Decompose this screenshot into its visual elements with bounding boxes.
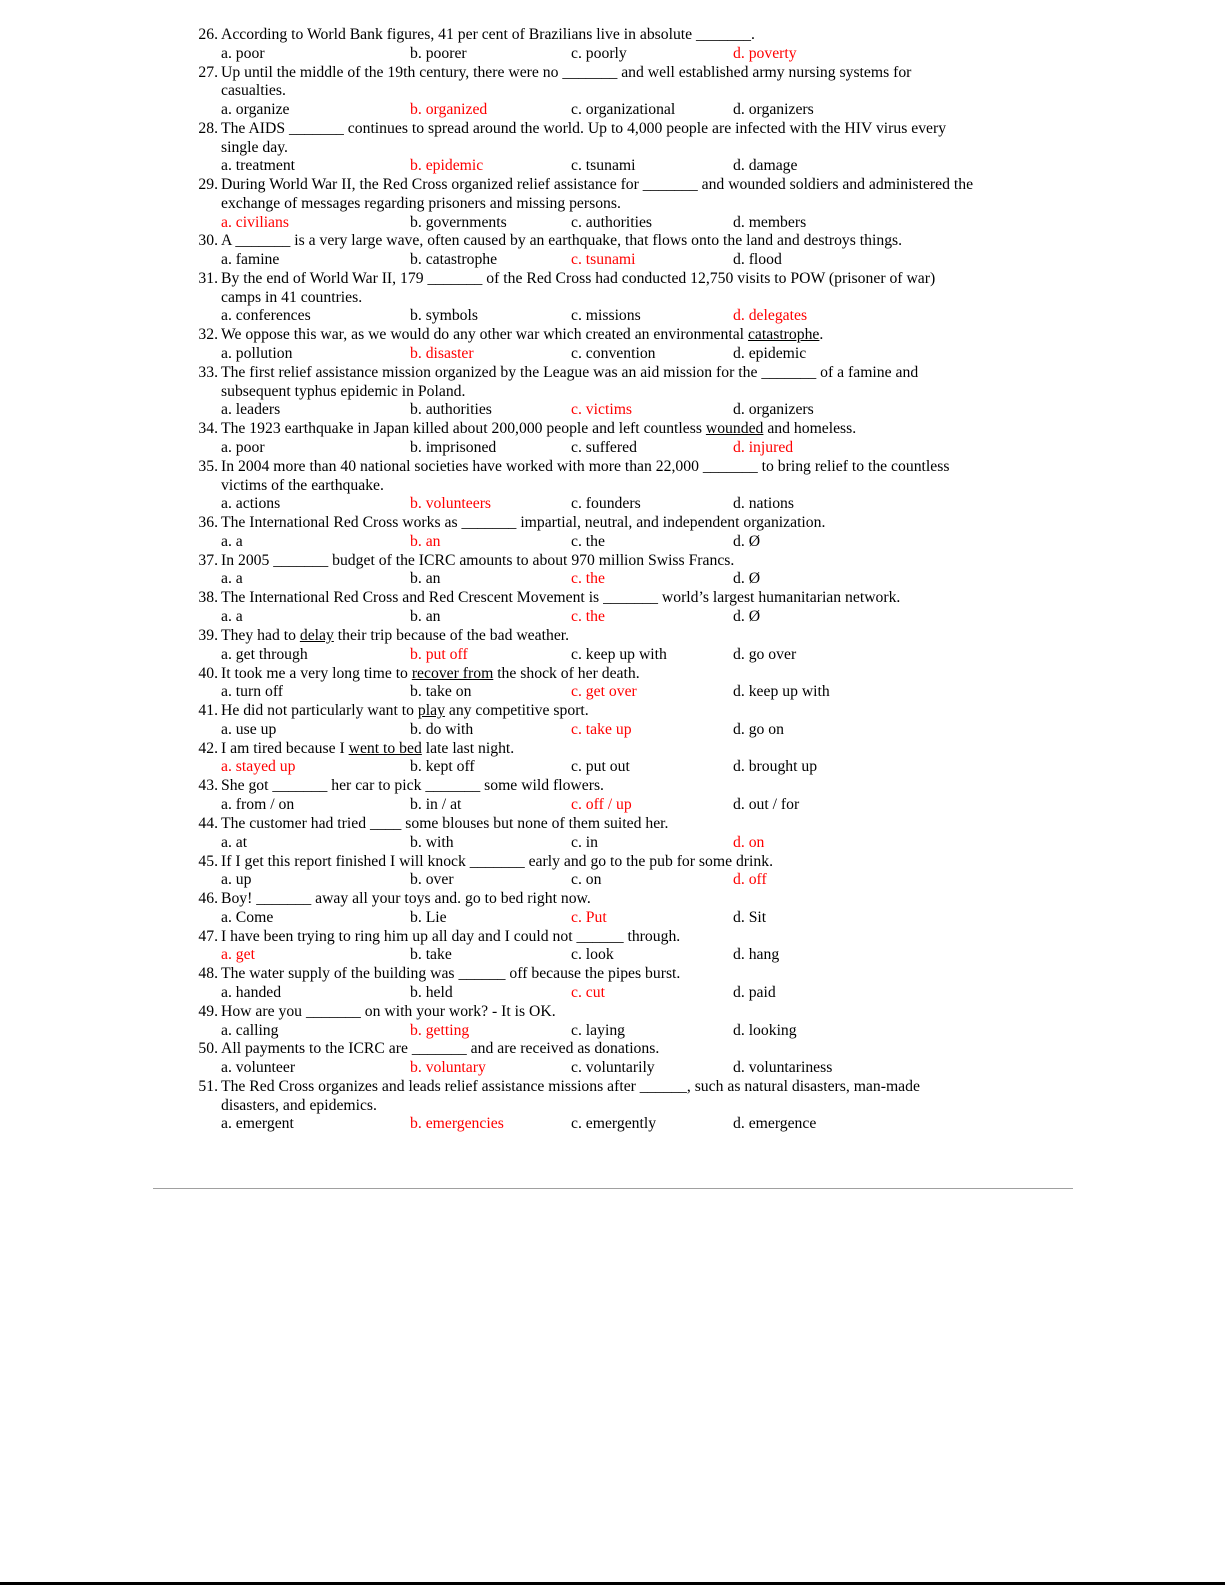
question-line: Boy! _______ away all your toys and. go to bed right now. [221,890,591,908]
question-text [198,1078,1021,1097]
answer-option: b. authorities [410,401,492,419]
answer-option: c. poorly [571,44,627,62]
question-line: How are you _______ on with your work? - It is OK. [221,1002,556,1020]
question-text-continued [221,383,1021,402]
answer-option: d. Sit [733,908,767,926]
answer-option: a. calling [221,1021,279,1039]
question-item [0,627,1021,665]
question-text [198,739,1021,759]
answer-option: b. take [410,946,452,964]
answer-options [221,871,1021,890]
question-line: If I get this report finished I will knock _______ early and go to the pub for some drink. [221,852,773,870]
question-text-after: late last night. [421,739,515,757]
question-item [0,364,1021,420]
question-item [0,853,1021,891]
answer-option: b. in / at [410,796,462,814]
question-line: All payments to the ICRC are _______ and are received as donations. [221,1040,660,1058]
question-number: 31. [198,270,218,288]
answer-options [221,758,1021,777]
question-line: She got _______ her car to pick _______ some wild flowers. [221,777,604,795]
question-line: A _______ is a very large wave, often caused by an earthquake, that flows onto the land and destroys things. [221,232,903,250]
answer-option: c. organizational [571,101,676,118]
question-text [198,702,1021,721]
question-text [198,1002,1021,1022]
answer-option: c. emergently [571,1115,657,1133]
answer-options [221,307,1021,326]
question-number: 46. [198,890,218,908]
question-text [198,626,1021,646]
question-item [0,514,1021,552]
answer-option: c. on [571,871,602,889]
underlined-keyword: wounded [705,420,764,438]
answer-option: a. get through [221,645,308,663]
answer-option-correct: c. Put [571,908,607,926]
underlined-keyword: catastrophe [747,326,820,344]
answer-option-correct: c. the [571,608,605,626]
answer-option: b. Lie [410,908,447,926]
answer-option: a. volunteer [221,1059,296,1077]
answer-option-correct: b. emergencies [410,1115,504,1133]
question-text [198,232,1021,251]
question-number: 43. [198,777,218,795]
answer-option: b. with [410,833,454,851]
answer-option: d. members [733,213,807,231]
answer-option: b. catastrophe [410,251,498,269]
answer-option-correct: c. tsunami [571,251,636,269]
question-item [0,458,1021,514]
question-item [0,1003,1021,1041]
question-text-before: They had to [221,626,300,644]
question-item [0,815,1021,853]
answer-option-correct: c. the [571,570,605,588]
answer-option: b. an [410,570,441,588]
question-number: 28. [198,119,218,137]
question-text [198,420,1021,439]
question-number: 48. [198,965,218,983]
question-text [198,176,1021,195]
answer-option: d. voluntariness [733,1059,833,1077]
question-line: single day. [221,138,288,156]
question-number: 38. [198,589,218,607]
answer-option: d. nations [733,495,795,513]
question-text-after: and homeless. [763,420,857,438]
underlined-keyword: went to bed [348,739,422,757]
answer-option: c. suffered [571,438,637,456]
question-text [198,270,1021,289]
answer-option: d. looking [733,1021,797,1039]
question-text [198,589,1021,608]
answer-option: d. Ø [733,532,761,550]
question-line: I have been trying to ring him up all day and I could not ______ through. [221,927,681,945]
answer-option: d. organizers [733,401,814,419]
answer-option: c. tsunami [571,157,636,175]
question-item [0,232,1021,270]
answer-option: b. poorer [410,44,467,62]
answer-options [221,646,1021,665]
question-text-continued [221,1097,1021,1116]
underlined-keyword: delay [299,626,334,644]
answer-option-correct: d. off [733,871,767,889]
question-line: The AIDS _______ continues to spread around the world. Up to 4,000 people are infected with the HIV virus every [221,119,947,137]
answer-option: c. missions [571,307,641,325]
question-text [198,1040,1021,1059]
answer-option-correct: d. poverty [733,44,797,62]
answer-option-correct: b. epidemic [410,157,484,175]
answer-options [221,101,1021,120]
question-number: 39. [198,626,218,644]
answer-option-correct: c. take up [571,720,632,738]
question-text [198,63,1021,83]
answer-option-correct: c. get over [571,683,637,701]
question-number: 26. [198,26,218,43]
question-text-before: The 1923 earthquake in Japan killed about 200,000 people and left countless [221,420,706,438]
answer-option-correct: a. stayed up [221,758,296,776]
question-text-after: . [819,326,824,344]
question-number: 30. [198,232,218,250]
question-line: The International Red Cross works as _______ impartial, neutral, and independent organization. [221,514,826,532]
question-number: 41. [198,702,218,720]
question-item [0,928,1021,966]
answer-options [221,401,1021,420]
answer-options [221,1059,1021,1078]
answer-options [221,608,1021,627]
answer-option-correct: c. victims [571,401,632,419]
question-number: 34. [198,420,218,438]
question-text-continued [221,82,1021,101]
answer-options [221,157,1021,176]
answer-options [221,1115,1021,1134]
answer-option-correct: b. organized [410,101,488,118]
answer-options [221,683,1021,702]
question-text-after: any competitive sport. [444,702,589,720]
answer-options [221,214,1021,233]
answer-options [221,345,1021,364]
answer-option: d. paid [733,983,776,1001]
question-number: 29. [198,176,218,194]
question-number: 40. [198,664,218,682]
answer-option: d. epidemic [733,345,807,363]
answer-option-correct: d. on [733,833,765,851]
answer-option: a. poor [221,44,265,62]
answer-option: a. a [221,570,243,588]
answer-option: b. do with [410,720,474,738]
answer-options [221,251,1021,270]
question-text [198,852,1021,872]
answer-option: b. symbols [410,307,478,325]
answer-options [221,495,1021,514]
answer-option: a. use up [221,720,277,738]
question-text [198,664,1021,684]
question-line: In 2004 more than 40 national societies have worked with more than 22,000 _______ to bring relief to the countless [221,457,950,475]
question-number: 42. [198,739,218,757]
answer-option: b. held [410,983,453,1001]
question-line: victims of the earthquake. [221,476,384,494]
question-text-before: He did not particularly want to [221,702,418,720]
question-item [0,120,1021,176]
question-text [198,814,1021,834]
answer-option: c. the [571,532,605,550]
answer-option: c. look [571,946,614,964]
answer-option-correct: c. cut [571,983,605,1001]
answer-option-correct: b. getting [410,1021,470,1039]
answer-option-correct: d. delegates [733,307,808,325]
question-text [198,514,1021,533]
question-text [198,119,1021,139]
answer-option: d. damage [733,157,798,175]
answer-option: c. in [571,833,599,851]
answer-option: b. take on [410,683,472,701]
underlined-keyword: play [417,702,445,720]
question-number: 27. [198,63,218,81]
answer-option: a. poor [221,438,265,456]
question-line: subsequent typhus epidemic in Poland. [221,382,466,400]
answer-option: a. emergent [221,1115,294,1133]
question-number: 45. [198,852,218,870]
question-text [198,927,1021,947]
answer-option: a. pollution [221,345,293,363]
answer-option-correct: a. civilians [221,213,289,231]
answer-option-correct: d. injured [733,438,794,456]
answer-options [221,1022,1021,1041]
question-line: casualties. [221,82,286,100]
answer-option: c. put out [571,758,630,776]
answer-option-correct: b. disaster [410,345,474,363]
answer-option: a. from / on [221,796,295,814]
question-text-continued [221,139,1021,158]
question-text [198,326,1021,345]
answer-option: c. founders [571,495,641,513]
answer-option: d. go over [733,645,797,663]
answer-option: a. conferences [221,307,311,325]
question-item [0,1040,1021,1078]
answer-options [221,45,1021,64]
question-item [0,552,1021,590]
question-number: 33. [198,363,218,381]
question-line: The first relief assistance mission organized by the League was an aid mission for the _______ of a famine and [221,363,919,381]
question-item [0,176,1021,232]
question-text-before: We oppose this war, as we would do any other war which created an environmental [221,326,748,344]
answer-option: a. Come [221,908,274,926]
question-number: 44. [198,814,218,832]
answer-option: c. laying [571,1021,626,1039]
answer-option-correct: b. an [410,532,441,550]
answer-option: a. a [221,532,243,550]
question-line: The water supply of the building was ______ off because the pipes burst. [221,965,681,983]
answer-options [221,909,1021,928]
quiz-question-list [0,26,1225,1134]
question-item [0,740,1021,778]
question-item [0,270,1021,326]
answer-option: d. Ø [733,570,761,588]
answer-options [221,946,1021,965]
answer-option: a. actions [221,495,281,513]
answer-option: b. governments [410,213,507,231]
question-item [0,890,1021,928]
answer-option: a. up [221,871,252,889]
question-number: 50. [198,1040,218,1058]
answer-option: c. voluntarily [571,1059,655,1077]
answer-option: d. go on [733,720,784,738]
question-text-after: the shock of her death. [493,664,640,682]
question-text-continued [221,289,1021,308]
question-text-continued [221,195,1021,214]
answer-option: a. a [221,608,243,626]
answer-options [221,834,1021,853]
question-line: disasters, and epidemics. [221,1096,377,1114]
answer-options [221,796,1021,815]
answer-option-correct: a. get [221,946,255,964]
answer-option: d. Ø [733,608,761,626]
answer-option-correct: b. voluntary [410,1059,486,1077]
question-line: The Red Cross organizes and leads relief assistance missions after ______, such as natural disasters, man-made [221,1078,920,1096]
answer-option: b. imprisoned [410,438,497,456]
question-number: 49. [198,1002,218,1020]
question-line: During World War II, the Red Cross organized relief assistance for _______ and wounded soldiers and administered the [221,176,974,194]
answer-option: a. leaders [221,401,281,419]
question-line: According to World Bank figures, 41 per cent of Brazilians live in absolute _______. [221,26,755,43]
answer-option: d. brought up [733,758,818,776]
question-number: 37. [198,551,218,569]
answer-option: a. handed [221,983,282,1001]
question-text [198,363,1021,383]
answer-option: a. treatment [221,157,296,175]
question-item [0,777,1021,815]
question-text [198,777,1021,796]
question-item [0,26,1021,64]
answer-option: d. out / for [733,796,800,814]
answer-option: d. keep up with [733,683,830,701]
answer-option: b. an [410,608,441,626]
question-line: In 2005 _______ budget of the ICRC amounts to about 970 million Swiss Francs. [221,551,735,569]
underlined-keyword: recover from [411,664,494,682]
answer-option: d. emergence [733,1115,817,1133]
question-text [198,551,1021,571]
answer-option: c. authorities [571,213,653,231]
question-number: 51. [198,1078,218,1096]
question-text [198,890,1021,909]
question-item [0,665,1021,703]
question-item [0,64,1021,120]
question-item [0,702,1021,740]
question-text [198,26,1021,45]
question-line: The International Red Cross and Red Crescent Movement is _______ world’s largest humanitarian network. [221,589,901,607]
answer-options [221,570,1021,589]
answer-option-correct: b. volunteers [410,495,492,513]
question-item [0,965,1021,1003]
answer-option: b. kept off [410,758,475,776]
question-text-before: It took me a very long time to [221,664,412,682]
answer-option: a. organize [221,101,290,118]
answer-options [221,984,1021,1003]
answer-option-correct: b. put off [410,645,468,663]
answer-option: c. convention [571,345,656,363]
answer-option: d. hang [733,946,780,964]
horizontal-rule [153,1188,1073,1189]
answer-options [221,721,1021,740]
question-item [0,1078,1021,1134]
answer-option: a. at [221,833,248,851]
answer-option: d. flood [733,251,782,269]
question-line: exchange of messages regarding prisoners and missing persons. [221,194,621,212]
question-text [198,457,1021,477]
question-item [0,589,1021,627]
question-text-continued [221,477,1021,496]
answer-options [221,439,1021,458]
question-item [0,326,1021,364]
question-line: Up until the middle of the 19th century, there were no _______ and well established army nursing systems for [221,63,912,81]
question-text [198,965,1021,984]
question-number: 47. [198,927,218,945]
question-number: 35. [198,457,218,475]
question-line: The customer had tried ____ some blouses but none of them suited her. [221,814,669,832]
answer-option-correct: c. off / up [571,796,632,814]
answer-options [221,533,1021,552]
question-line: camps in 41 countries. [221,288,363,306]
answer-option: a. famine [221,251,280,269]
answer-option: b. over [410,871,454,889]
answer-option: a. turn off [221,683,284,701]
answer-option: d. organizers [733,101,814,118]
question-text-before: I am tired because I [221,739,349,757]
question-number: 32. [198,326,218,344]
question-text-after: their trip because of the bad weather. [333,626,570,644]
question-item [0,420,1021,458]
answer-option: c. keep up with [571,645,667,663]
question-number: 36. [198,514,218,532]
question-line: By the end of World War II, 179 _______ of the Red Cross had conducted 12,750 visits to POW (prisoner of war) [221,270,936,288]
